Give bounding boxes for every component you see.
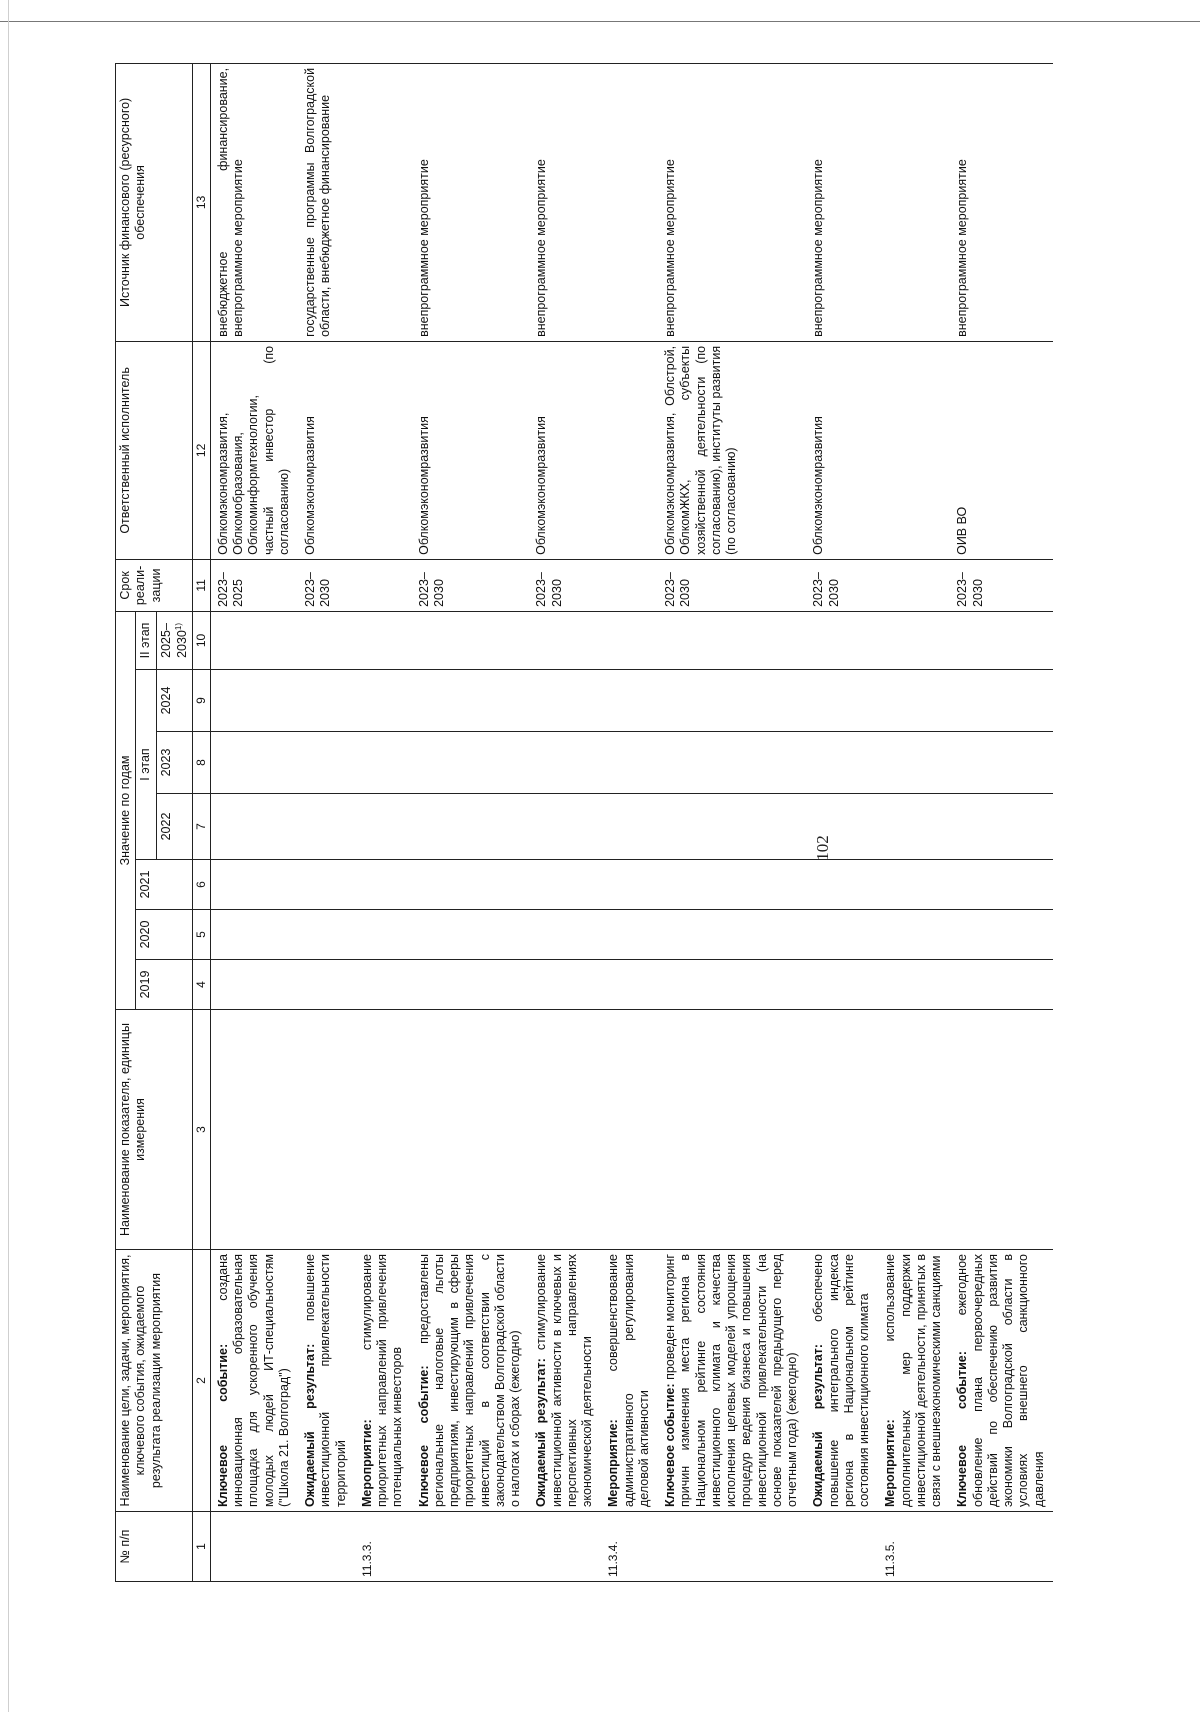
row-description: [601, 1250, 658, 1512]
row-text: предоставлены региональные налоговые льготы предприятиям, инвестирующим в сферы приоритетных направлений привлечения инвестиций в соответствии с законодательством Волгоградской области о налогах и сборах (ежегодно): [416, 1254, 523, 1507]
year-value-cell: [601, 611, 658, 669]
year-value-cell: [298, 794, 355, 860]
executor-cell: Облкомэкономразвития, Облстрой, ОблкомЖКХ, субъекты хозяйственной деятельности (по согласованию), институты развития (по согласованию): [658, 341, 806, 559]
table-row: [658, 63, 806, 1581]
source-cell: внепрограммное мероприятие: [412, 63, 530, 341]
row-label: Ключевое событие:: [955, 1351, 970, 1507]
year-value-cell: [355, 960, 412, 1010]
year-value-cell: [298, 910, 355, 960]
column-number: 3: [193, 1010, 211, 1250]
year-value-cell: [355, 860, 412, 910]
header-2023: 2023: [156, 732, 193, 794]
row-number: [298, 1512, 355, 1582]
plan-table: [115, 63, 1053, 1582]
year-value-cell: [412, 670, 530, 732]
row-label: Ожидаемый результат:: [303, 1343, 318, 1507]
table-row: [298, 63, 355, 1581]
header-stage-1: I этап: [136, 670, 156, 860]
executor-cell: [601, 341, 658, 559]
term-cell: 2023–2030: [529, 559, 601, 611]
year-value-cell: [950, 670, 1053, 732]
row-label: Мероприятие:: [359, 1419, 374, 1507]
year-value-cell: [298, 670, 355, 732]
year-value-cell: [210, 732, 298, 794]
row-text: повышение инвестиционной привлекательности территорий: [303, 1254, 348, 1507]
table-body: [210, 63, 1053, 1581]
row-description: [878, 1250, 950, 1512]
row-number: [950, 1512, 1053, 1582]
year-value-cell: [658, 670, 806, 732]
row-text: проведен мониторинг причин изменения места региона в Национальном рейтинге состояния инвестиционного климата и качества исполнения целевых моделей упрощения процедур ведения бизнеса и повышения инвестиционной привлекательности (на основе показателей предыдущего перед отчетным года) (ежегодно): [663, 1254, 800, 1507]
year-value-cell: [529, 611, 601, 669]
header-2022: 2022: [156, 794, 193, 860]
footnote-mark: 1): [173, 622, 183, 631]
term-cell: 2023–2030: [298, 559, 355, 611]
table-row: [355, 63, 412, 1581]
source-cell: внепрограммное мероприятие: [950, 63, 1053, 341]
table-row: [529, 63, 601, 1581]
year-value-cell: [355, 794, 412, 860]
column-number: 6: [193, 860, 211, 910]
indicator-cell: [298, 1010, 355, 1250]
table-row: [806, 63, 878, 1581]
year-value-cell: [658, 960, 806, 1010]
year-value-cell: [950, 732, 1053, 794]
term-cell: 2023–2030: [412, 559, 530, 611]
year-value-cell: [658, 860, 806, 910]
year-value-cell: [601, 794, 658, 860]
year-value-cell: [658, 910, 806, 960]
year-value-cell: [878, 611, 950, 669]
column-number: 2: [193, 1250, 211, 1512]
year-value-cell: [806, 794, 878, 860]
year-value-cell: [412, 732, 530, 794]
year-value-cell: [355, 732, 412, 794]
year-value-cell: [210, 670, 298, 732]
term-cell: [601, 559, 658, 611]
year-value-cell: [601, 960, 658, 1010]
year-value-cell: [601, 670, 658, 732]
row-number: [806, 1512, 878, 1582]
column-number: 1: [193, 1512, 211, 1582]
header-source: Источник финансового (ресурсного) обеспечения: [116, 63, 193, 341]
column-number: 12: [193, 341, 211, 559]
indicator-cell: [355, 1010, 412, 1250]
row-label: Ожидаемый результат:: [534, 1358, 549, 1507]
row-description: [529, 1250, 601, 1512]
column-number: 13: [193, 63, 211, 341]
year-value-cell: [412, 794, 530, 860]
page-number: 102: [812, 835, 832, 861]
row-label: Ожидаемый результат:: [811, 1344, 826, 1507]
column-number: 4: [193, 960, 211, 1010]
row-text: стимулирование инвестиционной активности в ключевых и перспективных направлениях экономической деятельности: [534, 1254, 595, 1507]
column-number: 11: [193, 559, 211, 611]
column-number: 10: [193, 611, 211, 669]
row-label: Мероприятие:: [883, 1419, 898, 1507]
row-number: [658, 1512, 806, 1582]
row-number: 11.3.5.: [878, 1512, 950, 1582]
year-value-cell: [601, 910, 658, 960]
year-value-cell: [298, 732, 355, 794]
header-2021: 2021: [136, 860, 193, 910]
source-cell: [355, 63, 412, 341]
executor-cell: [878, 341, 950, 559]
source-cell: [878, 63, 950, 341]
column-number: 7: [193, 794, 211, 860]
year-value-cell: [878, 860, 950, 910]
term-cell: 2023–2030: [658, 559, 806, 611]
row-text: совершенствование административного регулирования деловой активности: [606, 1254, 651, 1507]
term-cell: 2023–2030: [950, 559, 1053, 611]
source-cell: государственные программы Волгоградской области, внебюджетное финансирование: [298, 63, 355, 341]
indicator-cell: [950, 1010, 1053, 1250]
column-number: 5: [193, 910, 211, 960]
column-number-row: [193, 63, 211, 1581]
header-2025-2030-text: 2025–2030: [158, 623, 189, 658]
header-indicator: Наименование показателя, единицы измерения: [116, 1010, 193, 1250]
indicator-cell: [529, 1010, 601, 1250]
year-value-cell: [210, 910, 298, 960]
year-value-cell: [412, 960, 530, 1010]
header-2025-2030: [156, 611, 193, 669]
row-label: Ключевое событие:: [416, 1365, 431, 1507]
year-value-cell: [529, 860, 601, 910]
year-value-cell: [529, 670, 601, 732]
source-cell: внепрограммное мероприятие: [806, 63, 878, 341]
row-description: [806, 1250, 878, 1512]
executor-cell: Облкомэкономразвития: [412, 341, 530, 559]
year-value-cell: [878, 732, 950, 794]
year-value-cell: [529, 960, 601, 1010]
year-value-cell: [806, 732, 878, 794]
year-value-cell: [210, 960, 298, 1010]
row-number: [412, 1512, 530, 1582]
year-value-cell: [950, 910, 1053, 960]
indicator-cell: [412, 1010, 530, 1250]
executor-cell: Облкомэкономразвития: [529, 341, 601, 559]
column-number: 8: [193, 732, 211, 794]
year-value-cell: [878, 960, 950, 1010]
year-value-cell: [658, 732, 806, 794]
year-value-cell: [355, 670, 412, 732]
header-term: Срок реали-зации: [116, 559, 193, 611]
year-value-cell: [806, 860, 878, 910]
year-value-cell: [601, 732, 658, 794]
row-text: создана инновационная образовательная площадка для ускоренного обучения молодых людей ИТ-специальностям ("Школа 21. Волгоград"): [215, 1254, 291, 1507]
row-description: [298, 1250, 355, 1512]
executor-cell: Облкомэкономразвития, Облкомобразования, Облкоминформтехнологии, частный инвестор (по согласованию): [210, 341, 298, 559]
row-description: [950, 1250, 1053, 1512]
indicator-cell: [878, 1010, 950, 1250]
row-label: Ключевое событие:: [215, 1343, 230, 1507]
row-description: [658, 1250, 806, 1512]
rotated-page: [115, 64, 1115, 1582]
year-value-cell: [878, 670, 950, 732]
row-description: [412, 1250, 530, 1512]
year-value-cell: [210, 794, 298, 860]
row-description: [210, 1250, 298, 1512]
year-value-cell: [601, 860, 658, 910]
year-value-cell: [950, 860, 1053, 910]
column-number: 9: [193, 670, 211, 732]
table-row: [412, 63, 530, 1581]
source-cell: внепрограммное мероприятие: [529, 63, 601, 341]
executor-cell: Облкомэкономразвития: [806, 341, 878, 559]
year-value-cell: [355, 611, 412, 669]
year-value-cell: [529, 794, 601, 860]
term-cell: [355, 559, 412, 611]
row-text: использование дополнительных мер поддержки инвестиционной деятельности, принятых в связи с внешнеэкономическими санкциями: [883, 1254, 944, 1507]
year-value-cell: [529, 910, 601, 960]
year-value-cell: [298, 860, 355, 910]
indicator-cell: [806, 1010, 878, 1250]
year-value-cell: [210, 611, 298, 669]
source-cell: [601, 63, 658, 341]
term-cell: 2023–2025: [210, 559, 298, 611]
year-value-cell: [529, 732, 601, 794]
header-name: Наименование цели, задачи, мероприятия, ключевого события, ожидаемого результата реализации мероприятия: [116, 1250, 193, 1512]
scan-top-edge: [0, 0, 1200, 22]
year-value-cell: [658, 794, 806, 860]
term-cell: [878, 559, 950, 611]
row-number: 11.3.3.: [355, 1512, 412, 1582]
row-label: Ключевое событие:: [663, 1383, 678, 1507]
indicator-cell: [658, 1010, 806, 1250]
year-value-cell: [412, 611, 530, 669]
header-stage-2: II этап: [136, 611, 156, 669]
row-number: [529, 1512, 601, 1582]
indicator-cell: [210, 1010, 298, 1250]
header-2024: 2024: [156, 670, 193, 732]
row-number: [210, 1512, 298, 1582]
header-2020: 2020: [136, 910, 193, 960]
table-row: [210, 63, 298, 1581]
year-value-cell: [210, 860, 298, 910]
header-values-by-year: Значение по годам: [116, 611, 136, 1009]
year-value-cell: [806, 960, 878, 1010]
year-value-cell: [412, 860, 530, 910]
year-value-cell: [806, 910, 878, 960]
row-text: ежегодное обновление плана первоочередных действий по обеспечению развития экономики Волгоградской области в условиях внешнего санкционного давления: [955, 1254, 1046, 1507]
row-number: 11.3.4.: [601, 1512, 658, 1582]
table-row: [878, 63, 950, 1581]
year-value-cell: [950, 794, 1053, 860]
row-text: стимулирование приоритетных направлений привлечения потенциальных инвесторов: [359, 1254, 405, 1507]
year-value-cell: [878, 794, 950, 860]
year-value-cell: [950, 611, 1053, 669]
row-description: [355, 1250, 412, 1512]
row-label: Мероприятие:: [606, 1419, 621, 1507]
indicator-cell: [601, 1010, 658, 1250]
year-value-cell: [806, 670, 878, 732]
table-row: [601, 63, 658, 1581]
header-2019: 2019: [136, 960, 193, 1010]
source-cell: внепрограммное мероприятие: [658, 63, 806, 341]
term-cell: 2023–2030: [806, 559, 878, 611]
year-value-cell: [878, 910, 950, 960]
year-value-cell: [658, 611, 806, 669]
year-value-cell: [355, 910, 412, 960]
header-executor: Ответственный исполнитель: [116, 341, 193, 559]
table-row: [950, 63, 1053, 1581]
year-value-cell: [806, 611, 878, 669]
year-value-cell: [950, 960, 1053, 1010]
scan-left-edge: [8, 0, 9, 1712]
row-text: обеспечено повышение интегрального индекса региона в Национальном рейтинге состояния инвестиционного климата: [811, 1254, 872, 1507]
executor-cell: ОИВ ВО: [950, 341, 1053, 559]
year-value-cell: [298, 611, 355, 669]
year-value-cell: [298, 960, 355, 1010]
executor-cell: [355, 341, 412, 559]
source-cell: внебюджетное финансирование, внепрограммное мероприятие: [210, 63, 298, 341]
executor-cell: Облкомэкономразвития: [298, 341, 355, 559]
header-no: № п/п: [116, 1512, 193, 1582]
year-value-cell: [412, 910, 530, 960]
